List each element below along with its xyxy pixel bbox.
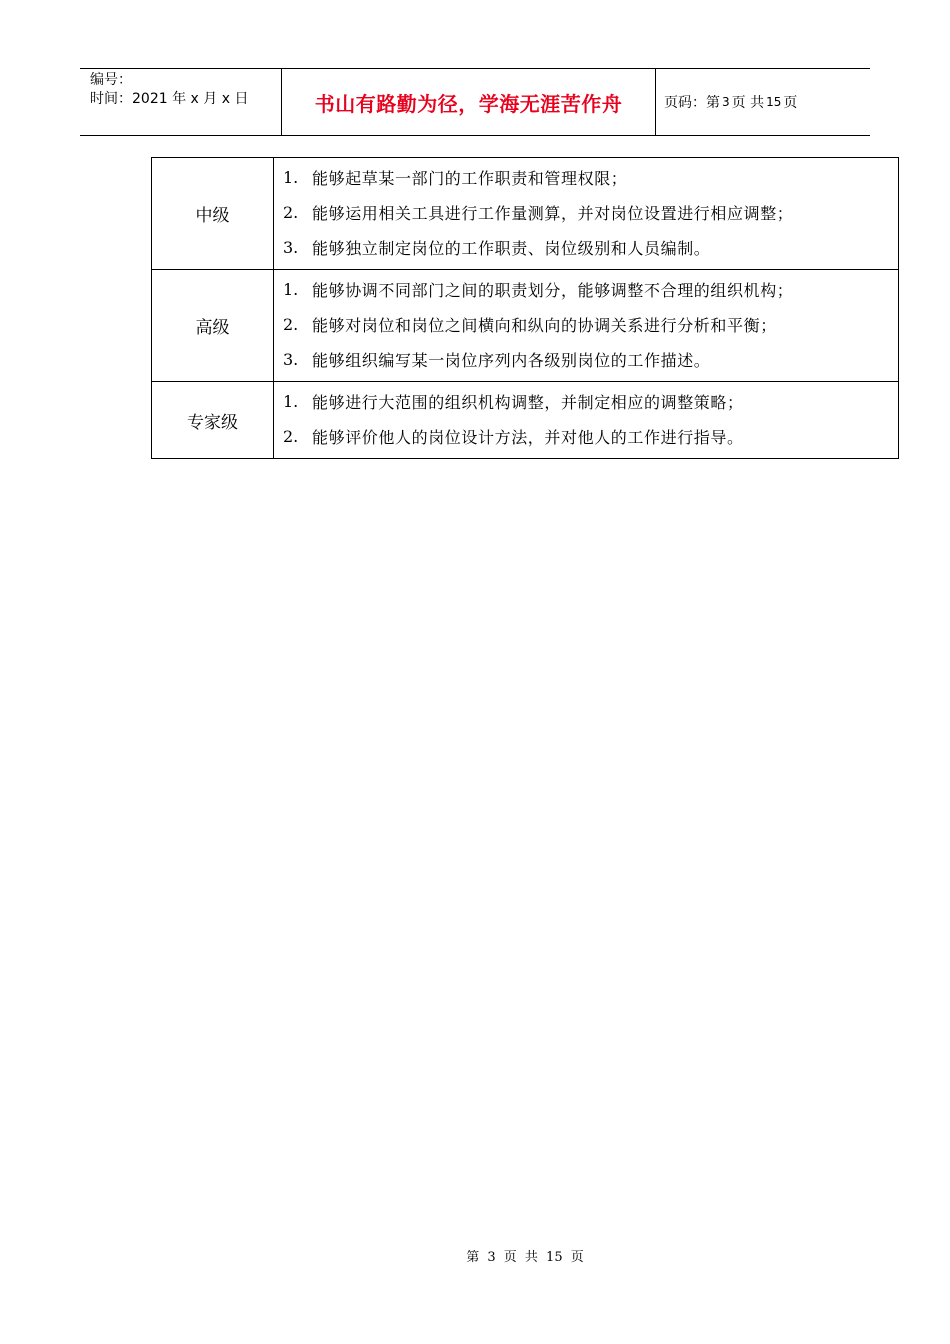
header-page-info <box>664 68 797 136</box>
level-requirements <box>274 382 899 459</box>
list-item <box>274 160 898 195</box>
item-text: 能够对岗位和岗位之间横向和纵向的协调关系进行分析和平衡； <box>312 316 777 335</box>
item-index: 1. <box>283 168 299 187</box>
item-text: 能够进行大范围的组织机构调整，并制定相应的调整策略； <box>312 393 744 412</box>
level-name: 高级 <box>152 270 274 382</box>
item-text: 能够独立制定岗位的工作职责、岗位级别和人员编制。 <box>312 239 711 258</box>
level-name: 中级 <box>152 158 274 270</box>
header-divider <box>655 68 656 136</box>
table-row <box>152 270 899 382</box>
item-index: 2. <box>283 427 299 446</box>
table-row <box>152 382 899 459</box>
page-prefix: 页码：第 <box>664 95 720 111</box>
level-name: 专家级 <box>152 382 274 459</box>
page-current: 3 <box>722 95 730 109</box>
item-index: 2. <box>283 203 299 222</box>
list-item <box>274 384 898 419</box>
page-suffix: 页 <box>783 95 798 111</box>
list-item <box>274 272 898 307</box>
item-index: 3. <box>283 238 299 257</box>
header-meta <box>90 71 248 109</box>
time-label: 时间：2021 年 x 月 x 日 <box>90 91 249 107</box>
item-index: 1. <box>283 280 299 299</box>
list-item <box>274 307 898 342</box>
item-index: 2. <box>283 315 299 334</box>
item-index: 3. <box>283 350 299 369</box>
item-text: 能够起草某一部门的工作职责和管理权限； <box>312 169 628 188</box>
item-index: 1. <box>283 392 299 411</box>
page-total: 15 <box>766 95 782 109</box>
list-item <box>274 230 898 265</box>
item-text: 能够运用相关工具进行工作量测算，并对岗位设置进行相应调整； <box>312 204 794 223</box>
header-motto: 书山有路勤为径，学海无涯苦作舟 <box>314 91 623 116</box>
level-requirements <box>274 158 899 270</box>
competency-table <box>151 157 899 459</box>
item-text: 能够协调不同部门之间的职责划分，能够调整不合理的组织机构； <box>312 281 794 300</box>
list-item <box>274 195 898 230</box>
number-label: 编号： <box>90 72 132 88</box>
item-text: 能够组织编写某一岗位序列内各级别岗位的工作描述。 <box>312 351 711 370</box>
item-text: 能够评价他人的岗位设计方法，并对他人的工作进行指导。 <box>312 428 744 447</box>
list-item <box>274 342 898 377</box>
page-footer: 第 3 页 共 15 页 <box>466 1250 584 1265</box>
page-mid: 页 共 <box>731 95 765 111</box>
list-item <box>274 419 898 454</box>
level-requirements <box>274 270 899 382</box>
table-row <box>152 158 899 270</box>
